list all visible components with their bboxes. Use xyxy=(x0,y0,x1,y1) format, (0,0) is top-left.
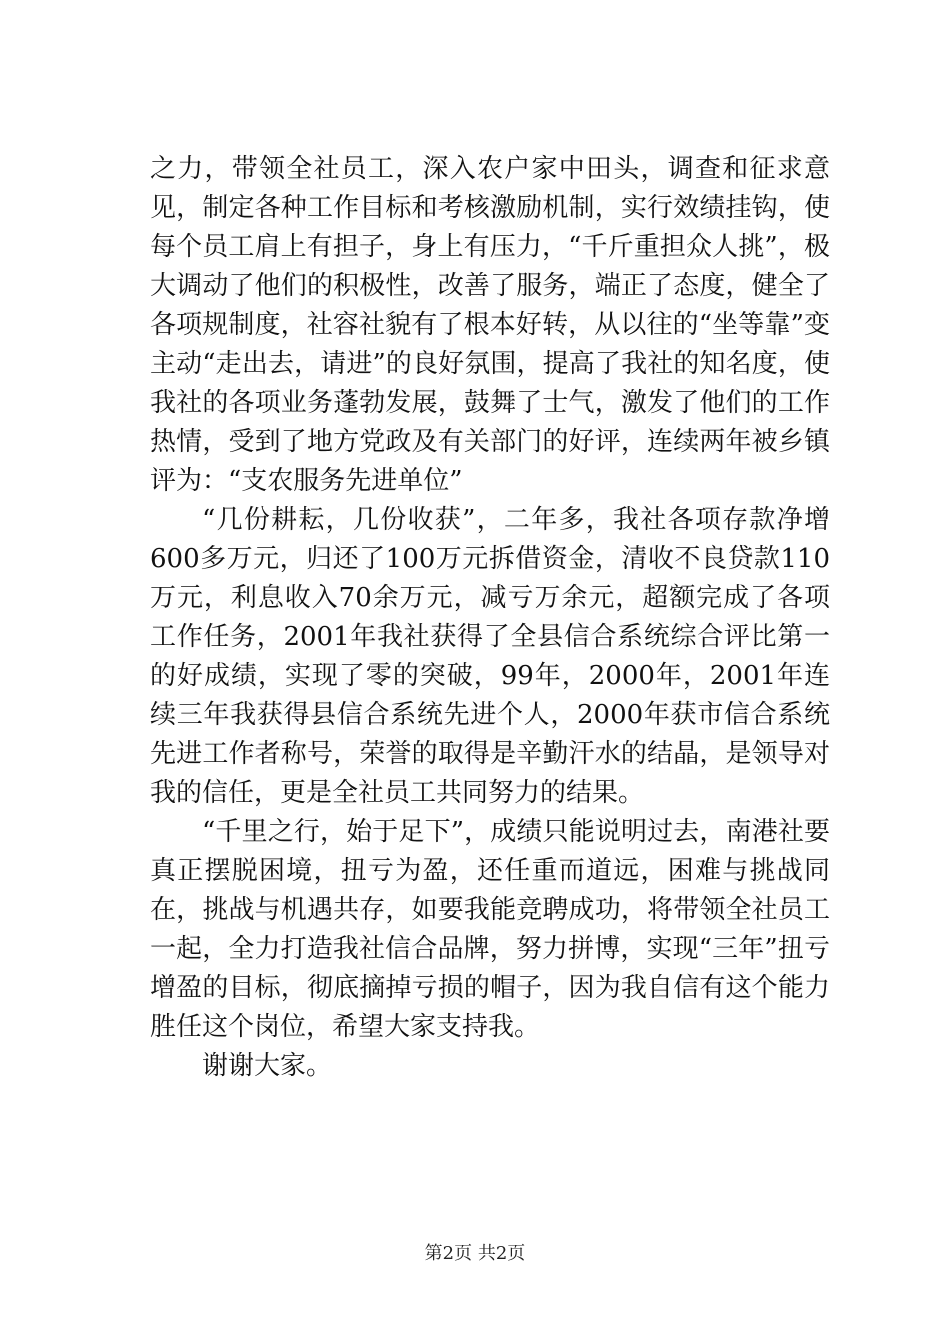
document-body xyxy=(150,150,830,1086)
paragraph-thanks: 谢谢大家。 xyxy=(202,1051,333,1081)
page-number-footer: 第2页 共2页 xyxy=(424,1243,526,1264)
paragraph-achievements: “几份耕耘，几份收获”，二年多，我社各项存款净增600多万元，归还了100万元拆借资金，清收不良贷款110万元，利息收入70余万元，减亏万余元，超额完成了各项工作任务，2001年我社获得了全县信合系统综合评比第一的好成绩，实现了零的突破，99年，2000年，2001年连续三年我获得县信合系统先进个人，2000年获市信合系统先进工作者称号，荣誉的取得是辛勤汗水的结晶，是领导对我的信任，更是全社员工共同努力的结果。 xyxy=(150,505,830,808)
paragraph-continuation: 之力，带领全社员工，深入农户家中田头，调查和征求意见，制定各种工作目标和考核激励机制，实行效绩挂钩，使每个员工肩上有担子，身上有压力，“千斤重担众人挑”，极大调动了他们的积极性，改善了服务，端正了态度，健全了各项规制度，社容社貌有了根本好转，从以往的“坐等靠”变主动“走出去，请进”的良好氛围，提高了我社的知名度，使我社的各项业务蓬勃发展，鼓舞了士气，激发了他们的工作热情，受到了地方党政及有关部门的好评，连续两年被乡镇评为：“支农服务先进单位” xyxy=(150,154,830,496)
paragraph-goals: “千里之行，始于足下”，成绩只能说明过去，南港社要真正摆脱困境，扭亏为盈，还任重而道远，困难与挑战同在，挑战与机遇共存，如要我能竞聘成功，将带领全社员工一起，全力打造我社信合品牌，努力拼博，实现“三年”扭亏增盈的目标，彻底摘掉亏损的帽子，因为我自信有这个能力胜任这个岗位，希望大家支持我。 xyxy=(150,817,830,1042)
